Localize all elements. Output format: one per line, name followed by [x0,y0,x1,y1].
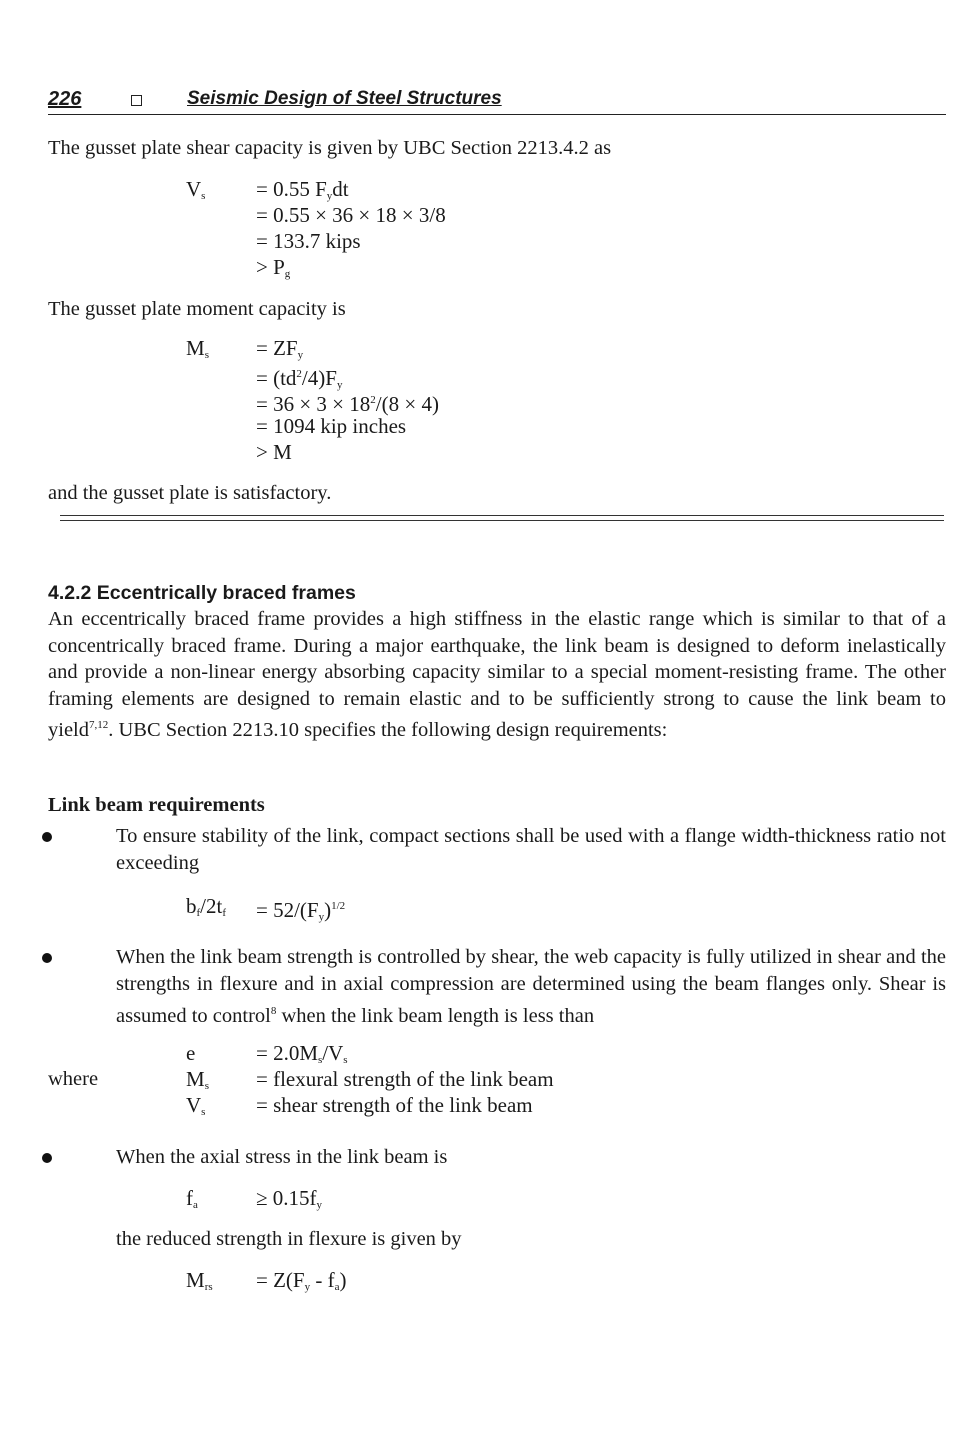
bullet-3-after: the reduced strength in flexure is given by [116,1228,462,1250]
where-label: where [48,1068,99,1090]
eq-line: = shear strength of the link beam [256,1093,533,1117]
eq-line: = $Z(F_y - f_a)$ [256,1268,347,1293]
running-header [48,88,946,115]
gusset-moment-intro: The gusset plate moment capacity is [48,298,346,320]
divider-rule [60,520,944,521]
eq-line: = 133.7 kips [256,229,361,253]
bullet-icon [42,1153,52,1163]
bullet-icon [42,953,52,963]
bullet-1-text: To ensure stability of the link, compact sections shall be used with a flange width-thickness ratio not exceeding [116,825,946,874]
eq-var-mrs: $M_{rs}$ [186,1268,213,1293]
eq-line: > M [256,440,292,464]
eq-line: > $P_g$ [256,255,291,280]
separator-square-icon [131,95,142,106]
gusset-conclusion: and the gusset plate is satisfactory. [48,482,332,504]
section-heading: 4.2.2 Eccentrically braced frames [48,582,356,604]
bullet-2-text: When the link beam strength is controlled by shear, the web capacity is fully utilized in shear and the strengths in flexure and in axial compression are determined using the beam flanges only. Shear is assumed to control$^8$ when the link beam length is less than [116,946,946,1027]
eq-line: = 1094 kip inches [256,414,407,438]
running-title: Seismic Design of Steel Structures [187,88,502,109]
gusset-shear-intro: The gusset plate shear capacity is given by UBC Section 2213.4.2 as [48,137,612,159]
divider-rule [60,515,944,516]
section-body: An eccentrically braced frame provides a high stiffness in the elastic range which is similar to that of a concentrically braced frame. During a major earthquake, the link beam is designed to deform inelastically and provide a non-linear energy absorbing capacity similar to a special moment-resisting frame. The other framing elements are designed to remain elastic and to be sufficiently strong to cause the link beam to yield$^{7,12}$. UBC Section 2213.10 specifies the following design requirements: [48,608,946,741]
page-number: 226 [48,88,82,110]
eq-line: ≥ $0.15f_y$ [256,1186,323,1211]
eq-line: = $2.0M_s/V_s$ [256,1041,348,1066]
eq-line: = $52/(F_y)^{1/2}$ [256,898,346,923]
eq-line: = 0.55 $F_ydt$ [256,177,349,202]
link-heading: Link beam requirements [48,794,265,816]
eq-var-ms: $M_s$ [186,1067,209,1092]
bullet-3-text: When the axial stress in the link beam is [116,1146,448,1168]
eq-var-ms: $M_s$ [186,336,209,361]
eq-bf-2tf: $b_f/2t_f$ [186,894,227,919]
eq-line: = $36 \times 3 \times 18^2/(8 \times 4)$ [256,392,439,416]
eq-line: = 0.55 × 36 × 18 × 3/8 [256,203,446,227]
eq-line: = flexural strength of the link beam [256,1067,554,1091]
eq-line: = $(td^2/4)F_y$ [256,366,343,391]
bullet-icon [42,832,52,842]
eq-var-e: e [186,1041,196,1065]
eq-var-vs: $V_s$ [186,1093,206,1118]
eq-var-fa: $f_a$ [186,1186,198,1211]
eq-var-vs: $V_s$ [186,177,206,202]
eq-line: = $ZF_y$ [256,336,304,361]
